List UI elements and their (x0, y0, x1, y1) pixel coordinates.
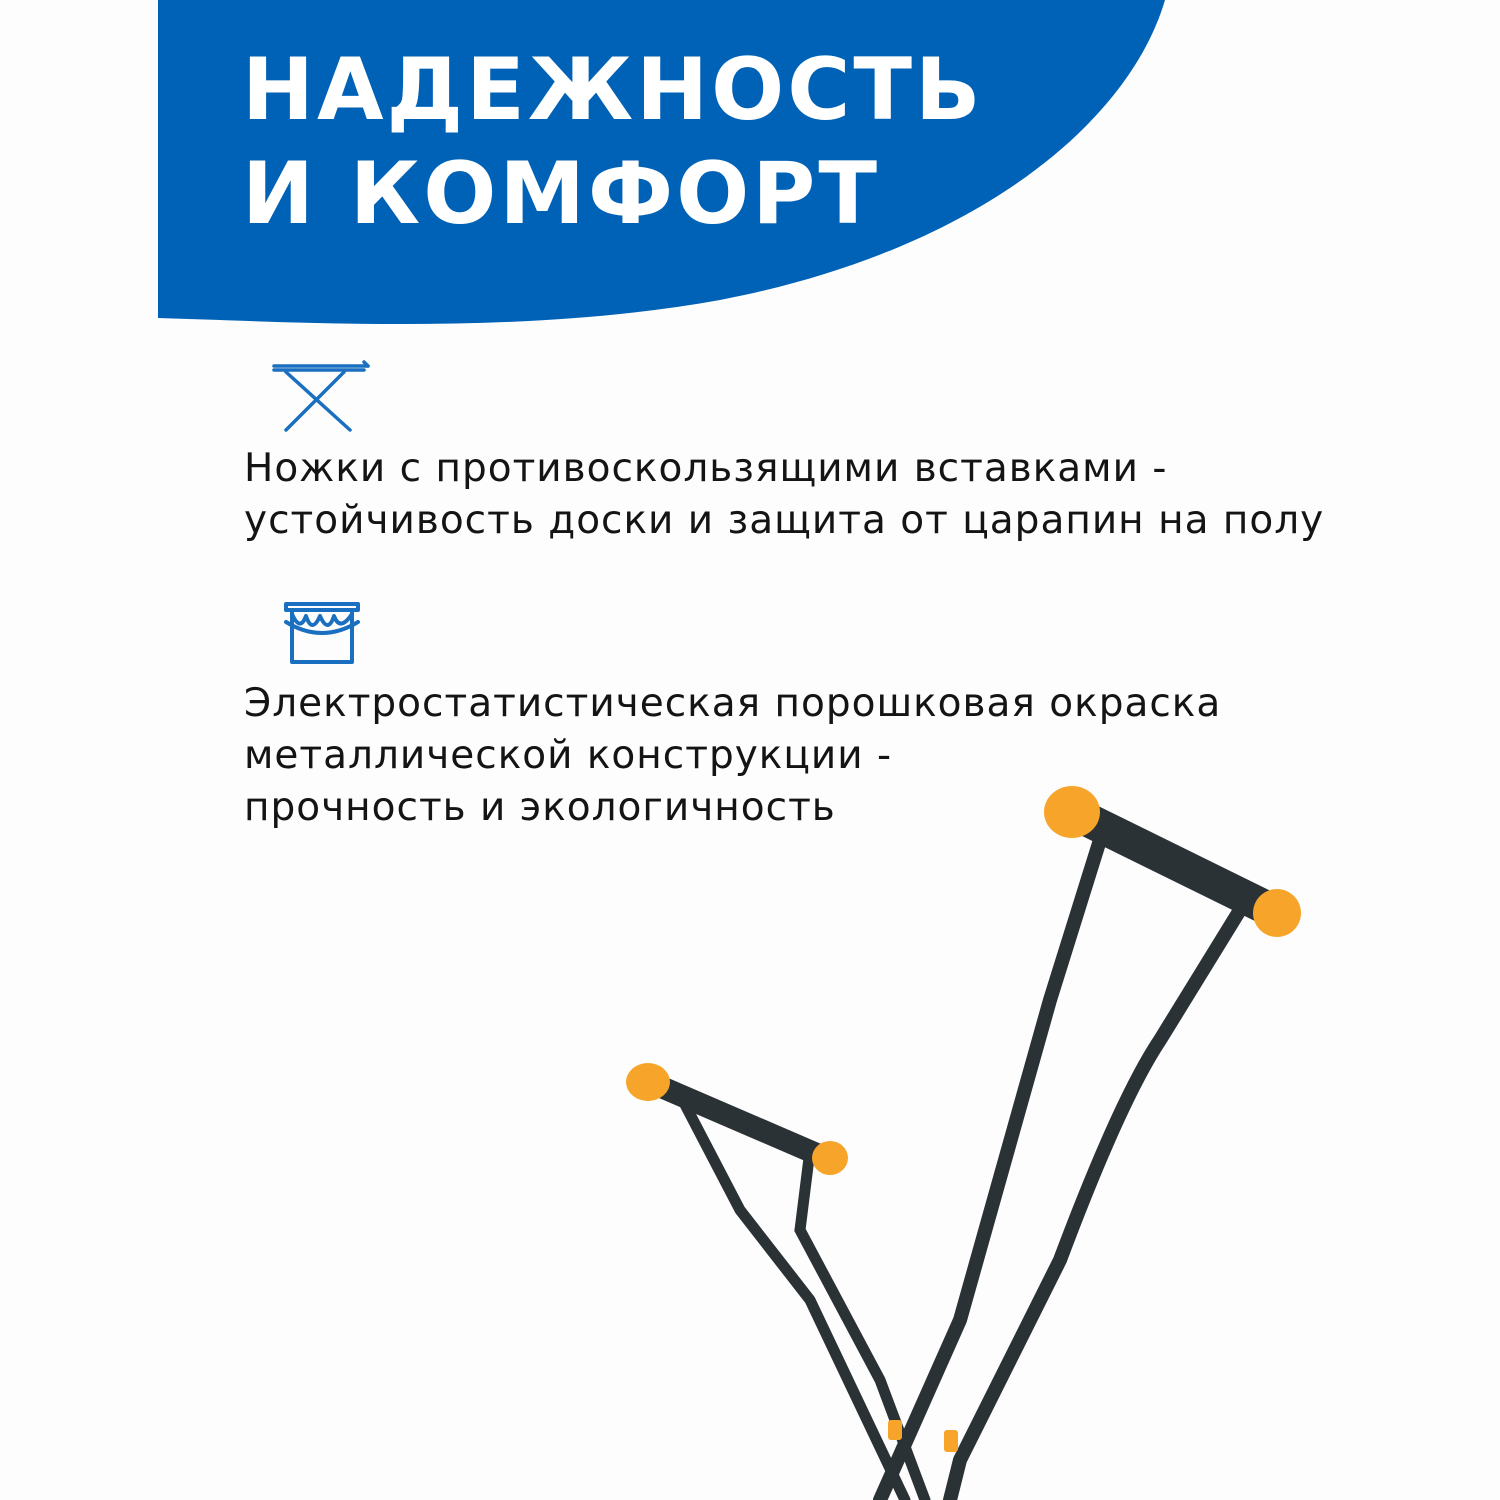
title-line-1: НАДЕЖНОСТЬ (242, 40, 984, 140)
feature-2-line-2: металлической конструкции - (244, 733, 893, 778)
feature-1-line-2: устойчивость доски и защита от царапин на полу (244, 498, 1325, 543)
feature-2-line-3: прочность и экологичность (244, 785, 836, 830)
feature-2-line-1: Электростатистическая порошковая окраска (244, 681, 1222, 726)
ironing-board-legs-image (590, 770, 1350, 1500)
front-leg-tube-left (680, 1095, 905, 1500)
feature-1-line-1: Ножки с противоскользящими вставками - (244, 446, 1168, 491)
hinge-clip (888, 1420, 902, 1440)
page-title (242, 38, 984, 246)
foot-cap (812, 1141, 848, 1175)
rear-leg-crossbar (1078, 815, 1275, 912)
feature-nonslip-text (244, 443, 1324, 547)
foot-cap (1253, 889, 1301, 937)
ironing-board-icon (270, 360, 374, 434)
foot-cap (626, 1063, 670, 1101)
foot-cap (1044, 786, 1100, 838)
title-line-2: И КОМФОРТ (242, 144, 880, 244)
paint-bucket-icon (282, 596, 362, 668)
hinge-clip (944, 1430, 958, 1452)
